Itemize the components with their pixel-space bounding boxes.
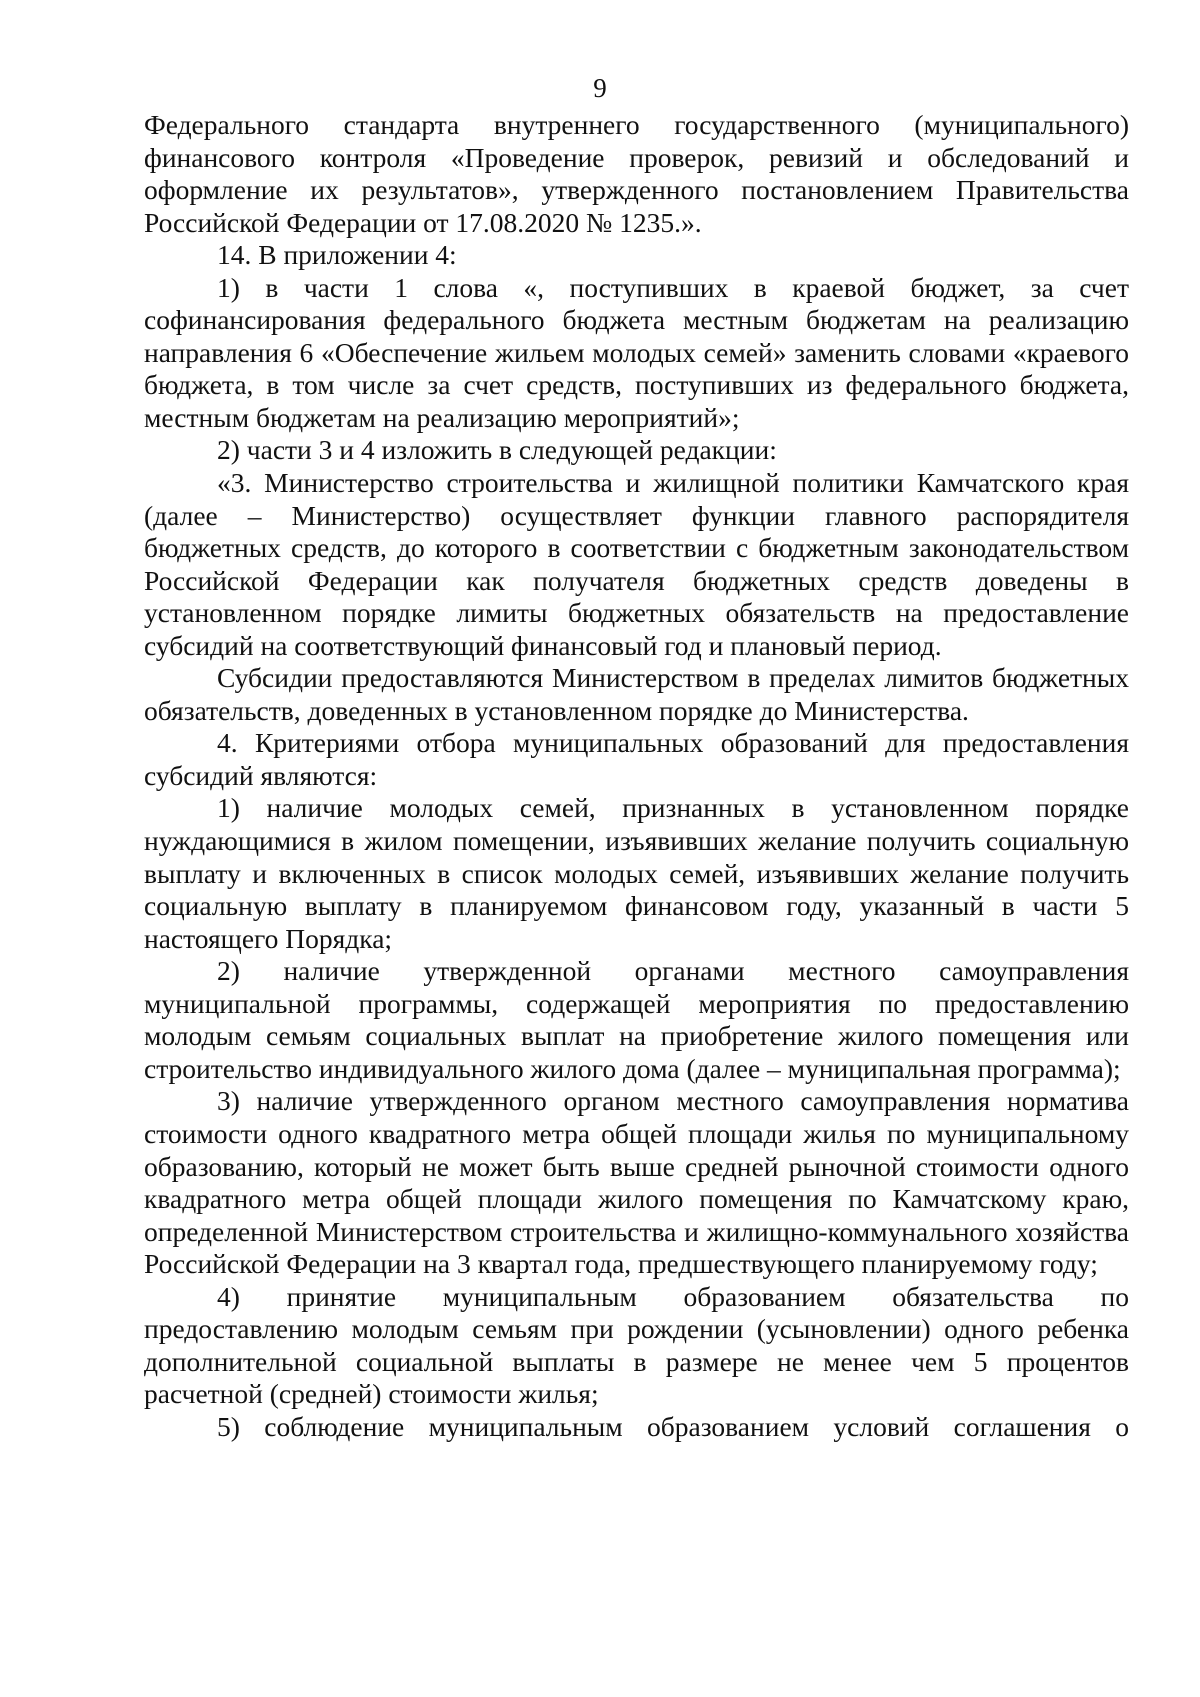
paragraph: 2) наличие утвержденной органами местного самоуправления муниципальной программы, содержащей мероприятия по предоставлению молодым семьям социальных выплат на приобретение жилого помещения или строительство индивидуального жилого дома (далее – муниципальная программа); (144, 955, 1129, 1084)
paragraph: 4. Критериями отбора муниципальных образований для предоставления субсидий являются: (144, 727, 1129, 791)
paragraph-continued: 5) соблюдение муниципальным образованием условий соглашения о (217, 1410, 1129, 1442)
page-number: 9 (593, 73, 607, 103)
paragraph: Субсидии предоставляются Министерством в пределах лимитов бюджетных обязательств, доведенных в установленном порядке до Министерства. (144, 662, 1129, 726)
paragraph: 4) принятие муниципальным образованием обязательства по предоставлению молодым семьям при рождении (усыновлении) одного ребенка дополнительной социальной выплаты в размере не менее чем 5 процентов расчетной (средней) стоимости жилья; (144, 1280, 1129, 1410)
paragraph: 1) в части 1 слова «, поступивших в краевой бюджет, за счет софинансирования федерального бюджета местным бюджетам на реализацию направления 6 «Обеспечение жильем молодых семей» заменить словами «краевого бюджета, в том числе за счет средств, поступивших из федерального бюджета, местным бюджетам на реализацию мероприятий»; (144, 271, 1129, 433)
paragraph: Федерального стандарта внутреннего государственного (муниципального) финансового контроля «Проведение проверок, ревизий и обследований и оформление их результатов», утвержденного постановлением Правительства Российской Федерации от 17.08.2020 № 1235.». (144, 109, 1129, 238)
paragraph: 1) наличие молодых семей, признанных в установленном порядке нуждающимися в жилом помещении, изъявивших желание получить социальную выплату и включенных в список молодых семей, изъявивших желание получить социальную выплату в планируемом финансовом году, указанный в части 5 настоящего Порядка; (144, 792, 1129, 954)
paragraph: 14. В приложении 4: (217, 239, 457, 271)
paragraph: «3. Министерство строительства и жилищной политики Камчатского края (далее – Министерство) осуществляет функции главного распорядителя бюджетных средств, до которого в соответствии с бюджетным законодательством Российской Федерации как получателя бюджетных средств доведены в установленном порядке лимиты бюджетных обязательств на предоставление субсидий на соответствующий финансовый год и плановый период. (144, 467, 1129, 661)
paragraph: 3) наличие утвержденного органом местного самоуправления норматива стоимости одного квадратного метра общей площади жилья по муниципальному образованию, который не может быть выше средней рыночной стоимости одного квадратного метра общей площади жилого помещения по Камчатскому краю, определенной Министерством строительства и жилищно-коммунального хозяйства Российской Федерации на 3 квартал года, предшествующего планируемому году; (144, 1085, 1129, 1280)
paragraph: 2) части 3 и 4 изложить в следующей редакции: (217, 434, 777, 466)
document-body (144, 109, 1129, 1443)
